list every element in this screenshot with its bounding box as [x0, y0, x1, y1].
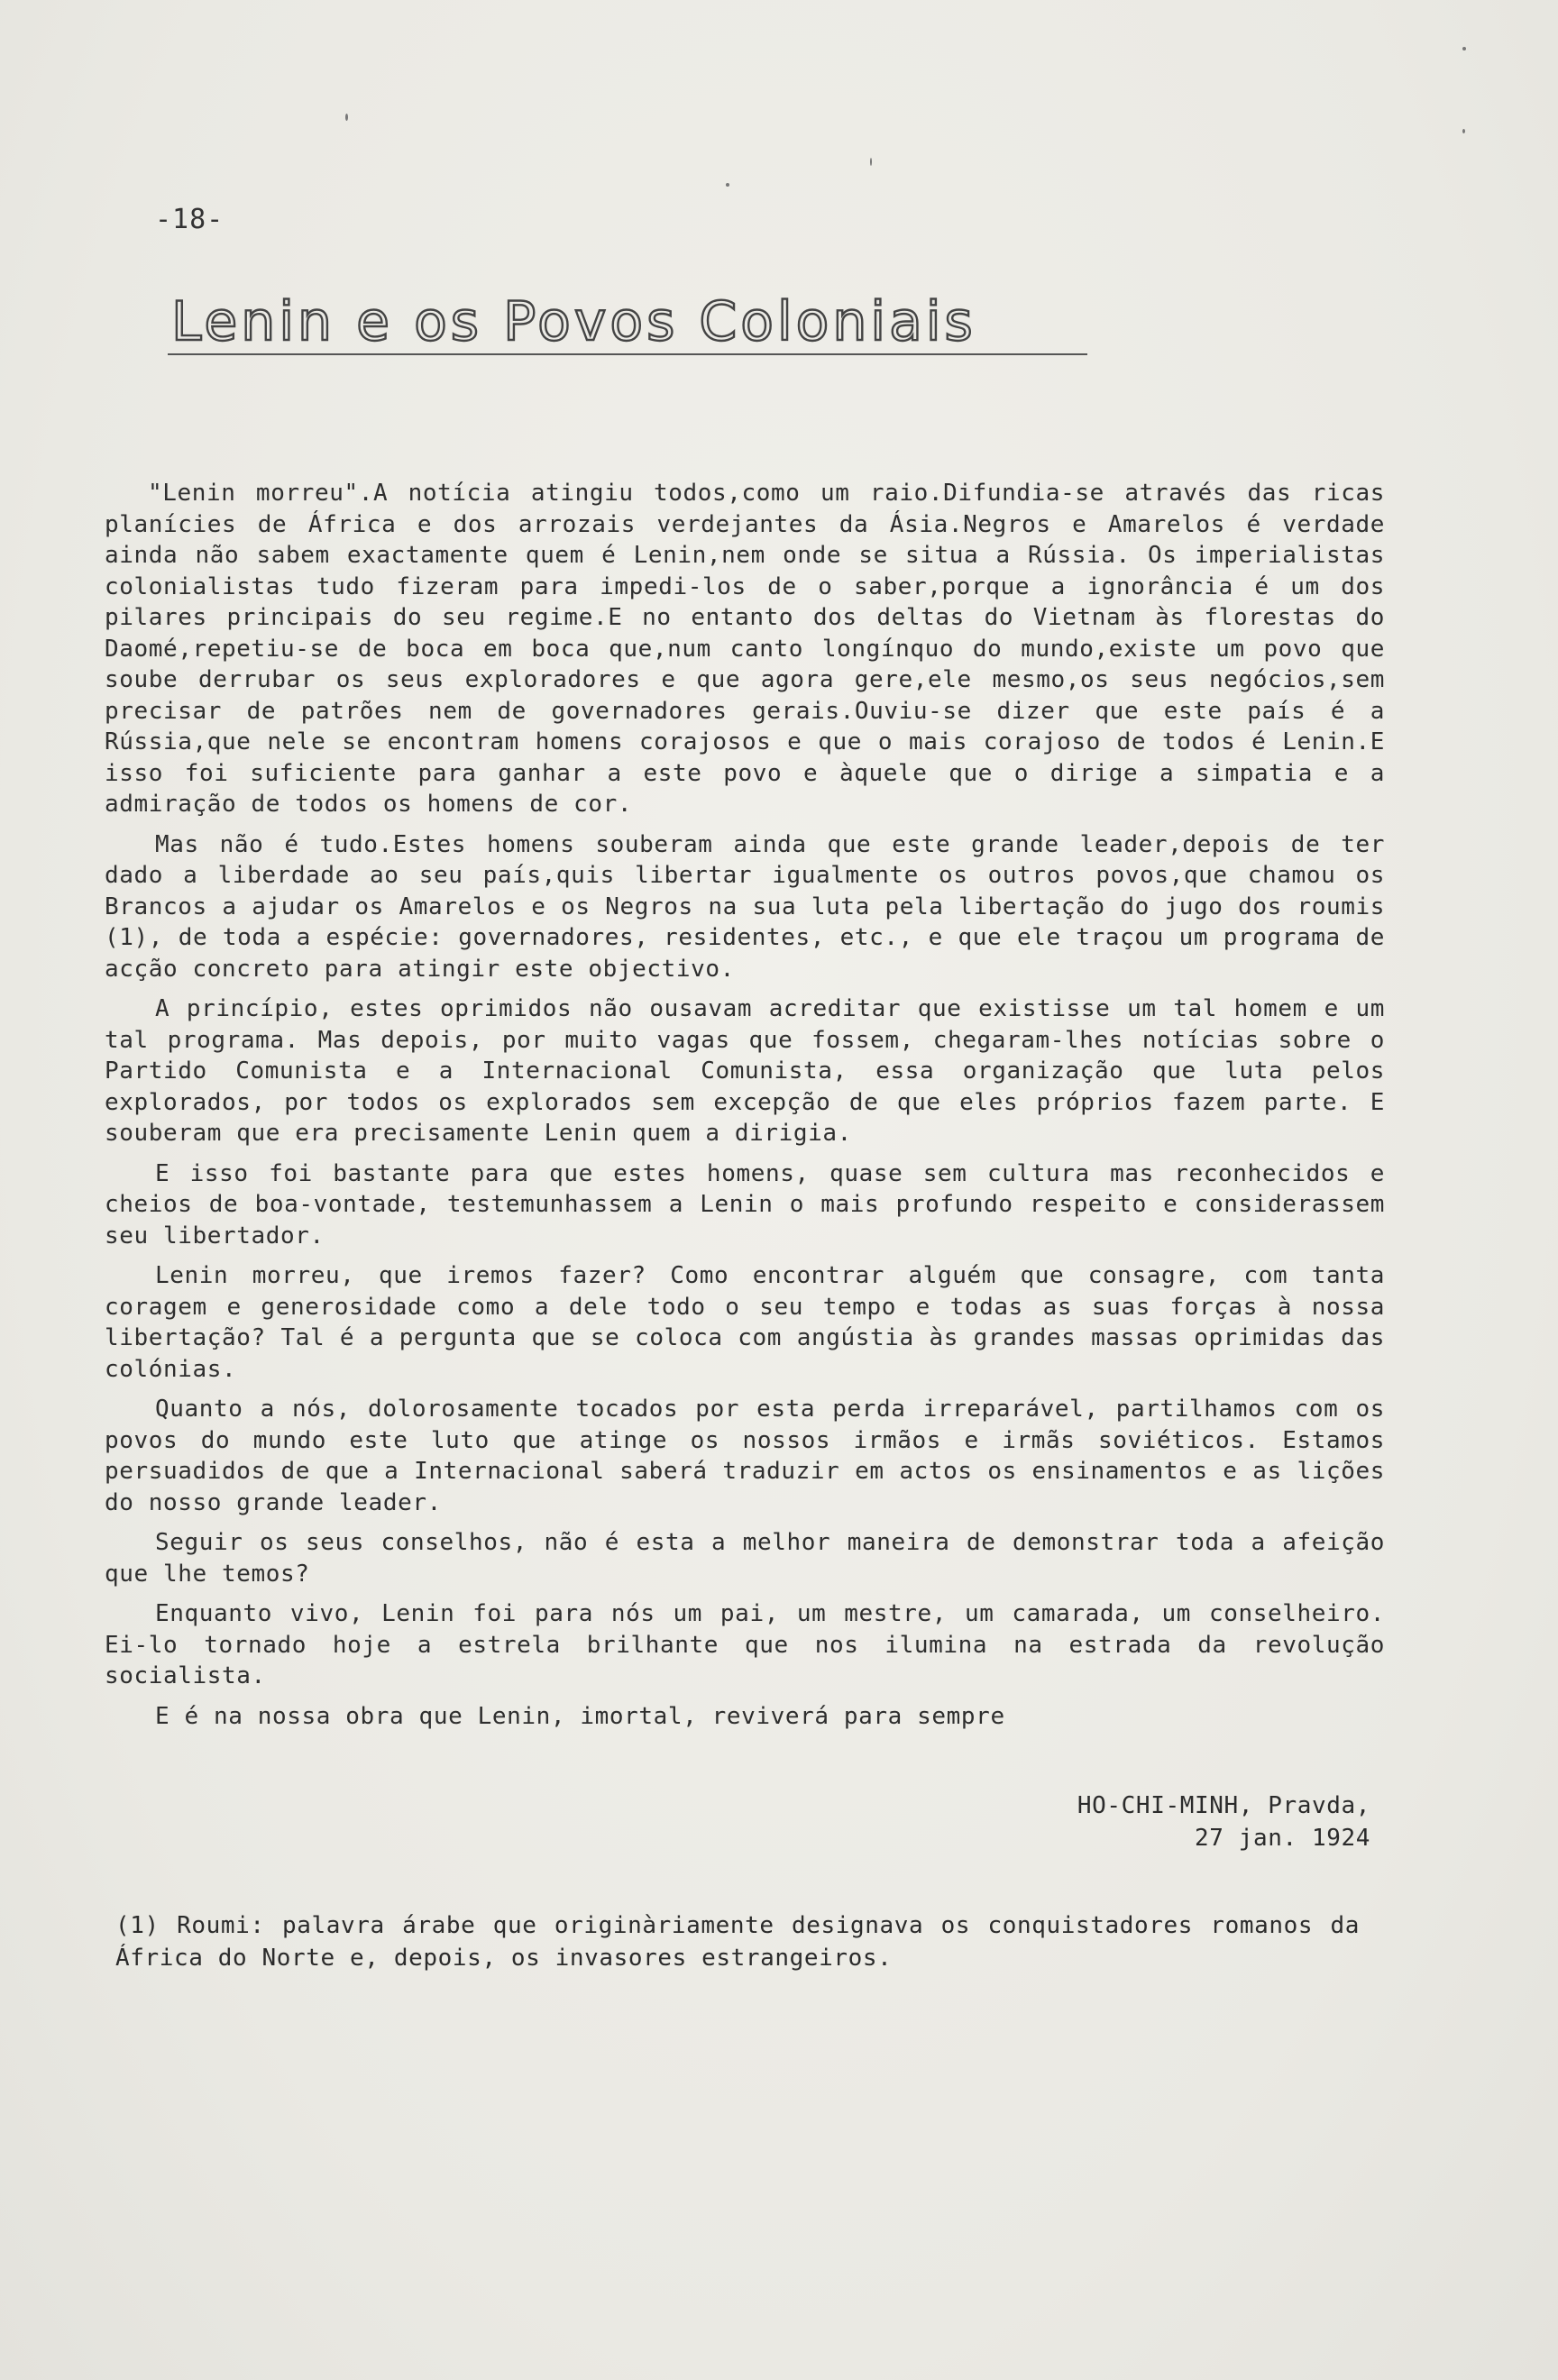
page-number: -18-: [155, 204, 225, 235]
signature-date: 27 jan. 1924: [1194, 1825, 1370, 1852]
article-body: [105, 478, 1385, 1741]
paragraph-8: Enquanto vivo, Lenin foi para nós um pai, um mestre, um camarada, um conselheiro. Ei-lo tornado hoje a estrela brilhante que nos ilumina na estrada da revolução socialista.: [105, 1600, 1385, 1689]
article-title: Lenin e os Povos Coloniais: [171, 290, 976, 353]
footnote: (1) Roumi: palavra árabe que originàriamente designava os conquistadores romanos da África do Norte e, depois, os invasores estrangeiros.: [115, 1912, 1360, 1972]
paragraph-1: "Lenin morreu".A notícia atingiu todos,como um raio.Difundia-se através das ricas planícies de África e dos arrozais verdejantes da Ásia.Negros e Amarelos é verdade ainda não sabem exactamente quem é Lenin,nem onde se situa a Rússia. Os imperialistas colonialistas tudo fizeram para impedi-los de o saber,porque a ignorância é um dos pilares principais do seu regime.E no entanto dos deltas do Vietnam às florestas do Daomé,repetiu-se de boca em boca que,num canto longínquo do mundo,existe um povo que soube derrubar os seus exploradores e que agora gere,ele mesmo,os seus negócios,sem precisar de patrões nem de governadores gerais.Ouviu-se dizer que este país é a Rússia,que nele se encontram homens corajosos e que o mais corajoso de todos é Lenin.E isso foi suficiente para ganhar a este povo e àquele que o dirige a simpatia e a admiração de todos os homens de cor.: [105, 480, 1385, 818]
paragraph-2: Mas não é tudo.Estes homens souberam ainda que este grande leader,depois de ter dado a liberdade ao seu país,quis libertar igualmente os outros povos,que chamou os Brancos a ajudar os Amarelos e os Negros na sua luta pela libertação do jugo dos roumis (1), de toda a espécie: governadores, residentes, etc., e que ele traçou um programa de acção concreto para atingir este objectivo.: [105, 830, 1385, 983]
paragraph-4: E isso foi bastante para que estes homens, quase sem cultura mas reconhecidos e cheios de boa-vontade, testemunhassem a Lenin o mais profundo respeito e considerassem seu libertador.: [105, 1159, 1385, 1250]
title-underline: [168, 353, 1087, 355]
paragraph-7: Seguir os seus conselhos, não é esta a melhor maneira de demonstrar toda a afeição que lhe temos?: [105, 1529, 1385, 1588]
paragraph-6: Quanto a nós, dolorosamente tocados por esta perda irreparável, partilhamos com os povos do mundo este luto que atinge os nossos irmãos e irmãs soviéticos. Estamos persuadidos de que a Internacional saberá traduzir em actos os ensinamentos e as lições do nosso grande leader.: [105, 1396, 1385, 1516]
paragraph-3: A princípio, estes oprimidos não ousavam acreditar que existisse um tal homem e um tal programa. Mas depois, por muito vagas que fossem, chegaram-lhes notícias sobre o Partido Comunista e a Internacional Comunista, essa organização que luta pelos explorados, por todos os explorados sem excepção de que eles próprios fazem parte. E souberam que era precisamente Lenin quem a dirigia.: [105, 995, 1385, 1147]
paragraph-5: Lenin morreu, que iremos fazer? Como encontrar alguém que consagre, com tanta coragem e generosidade como a dele todo o seu tempo e todas as suas forças à nossa libertação? Tal é a pergunta que se coloca com angústia às grandes massas oprimidas das colónias.: [105, 1262, 1385, 1383]
paragraph-9: E é na nossa obra que Lenin, imortal, reviverá para sempre: [155, 1702, 1005, 1730]
signature-author: HO-CHI-MINH, Pravda,: [1077, 1792, 1370, 1819]
signature-block: [1046, 1790, 1370, 1854]
